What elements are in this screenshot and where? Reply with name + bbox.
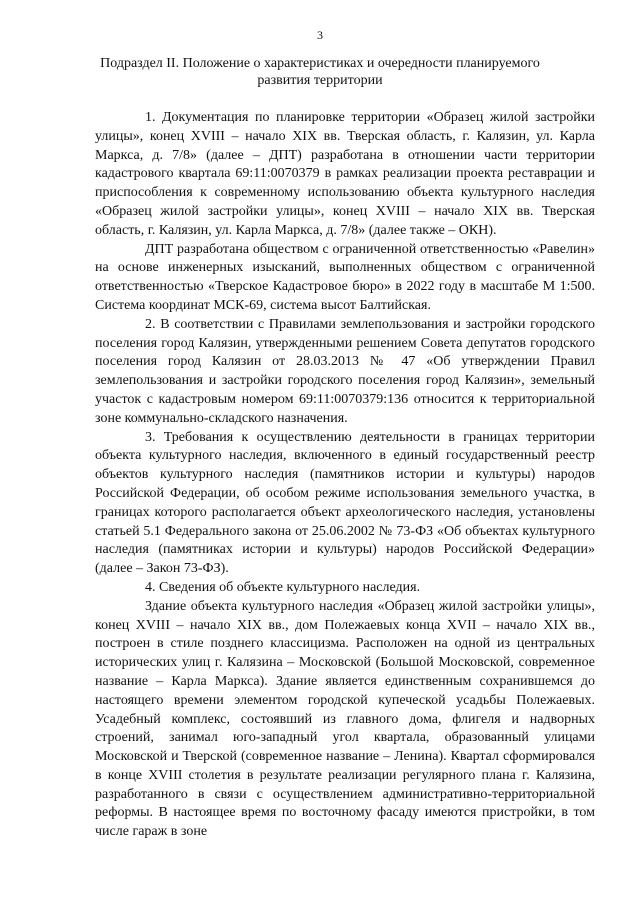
paragraph-building-description: Здание объекта культурного наследия «Образец жилой застройки улицы», конец XVIII – начало XIX вв., дом Полежаевых конца XVII – начало XIX вв., построен в стиле позднего классицизма. Расположен на одной из центральных исторических улиц г. Калязина – Московской (Большой Московской, современное название – Карла Маркса). Здание является единственным сохранившемся до настоящего времени элементом городской купеческой усадьбы Полежаевых. Усадебный комплекс, состоявший из главного дома, флигеля и надворных строений, занимал юго-западный угол квартала, образованный улицами Московской и Тверской (современное название – Ленина). Квартал сформировался в конце XVIII столетия в результате реализации регулярного плана г. Калязина, разработанного в связи с осуществлением административно-территориальной реформы. В настоящее время по восточному фасаду имеются пристройки, в том числе гараж в зоне [95, 598, 595, 840]
document-body [95, 109, 595, 842]
paragraph-3-heritage-requirements: 3. Требования к осуществлению деятельности в границах территории объекта культурного наследия, включенного в единый государственный реестр объектов культурного наследия (памятников истории и культуры) народов Российской Федерации, об особом режиме использования земельного участка, в границах которого располагается объект археологического наследия, установлены статьей 5.1 Федерального закона от 25.06.2002 № 73-ФЗ «Об объектах культурного наследия (памятниках истории и культуры) народов Российской Федерации» (далее – Закон 73-ФЗ). [95, 429, 595, 577]
section-heading: Подраздел II. Положение о характеристиках и очередности планируемого развития территории [100, 56, 540, 88]
paragraph-4-heritage-info-title: 4. Сведения об объекте культурного наследия. [145, 579, 421, 595]
paragraph-2-zoning-rules: 2. В соответствии с Правилами землепользования и застройки городского поселения город Калязин, утвержденными решением Совета депутатов городского поселения город Калязин от 28.03.2013 № 47 «Об утверждении Правил землепользования и застройки городского поселения город Калязин», земельный участок с кадастровым номером 69:11:0070379:136 относится к территориальной зоне коммунально-складского назначения. [95, 316, 595, 426]
page-number: 3 [317, 28, 323, 42]
paragraph-1-documentation: 1. Документация по планировке территории «Образец жилой застройки улицы», конец XVIII – начало XIX вв. Тверская область, г. Калязин, ул. Карла Маркса, д. 7/8» (далее – ДПТ) разработана в отношении части территории кадастрового квартала 69:11:0070379 в рамках реализации проекта реставрации и приспособления к современному использованию объекта культурного наследия «Образец жилой застройки улицы», конец XVIII – начало XIX вв. Тверская область, г. Калязин, ул. Карла Маркса, д. 7/8» (далее также – ОКН). [95, 110, 595, 238]
paragraph-dpt-developer: ДПТ разработана обществом с ограниченной ответственностью «Равелин» на основе инженерных изысканий, выполненных обществом с ограниченной ответственностью «Тверское Кадастровое бюро» в 2022 году в масштабе М 1:500. Система координат МСК-69, система высот Балтийская. [95, 241, 595, 313]
